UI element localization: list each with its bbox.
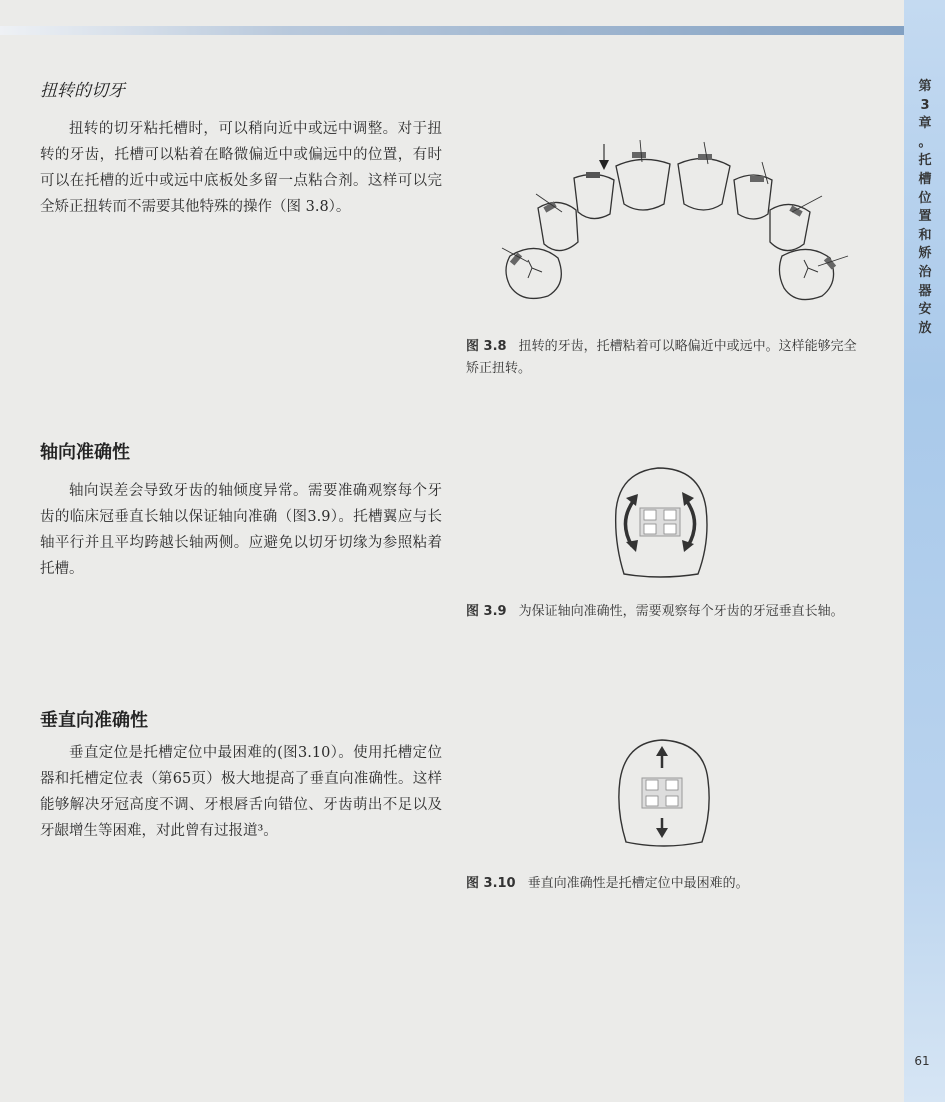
page-number: 61 xyxy=(914,1054,930,1068)
chapter-title: 第 3 章 。 托 槽 位 置 和 矫 治 器 安 放 xyxy=(918,79,932,336)
section-heading-vertical-accuracy: 垂直向准确性 xyxy=(40,710,148,731)
figure-3-9-caption: 图 3.9 为保证轴向准确性，需要观察每个牙齿的牙冠垂直长轴。 xyxy=(466,604,844,619)
figure-3-10-tooth-vertical xyxy=(608,736,718,854)
section-body-vertical-accuracy: 垂直定位是托槽定位中最困难的(图3.10）。使用托槽定位器和托槽定位表（第65页）极大地提高了垂直向准确性。这样能够解决牙冠高度不调、牙根唇舌向错位、牙齿萌出不足以及牙龈增生等困难，对此曾有过报道³。 xyxy=(40,745,442,839)
header-rule xyxy=(0,26,945,35)
figure-3-9-tooth-axis xyxy=(600,462,720,582)
section-heading-axial-accuracy: 轴向准确性 xyxy=(40,442,130,463)
figure-3-8-caption: 图 3.8 扭转的牙齿，托槽粘着可以略偏近中或远中。这样能够完全矫正扭转。 xyxy=(466,339,857,376)
section-body-axial-accuracy: 轴向误差会导致牙齿的轴倾度异常。需要准确观察每个牙齿的临床冠垂直长轴以保证轴向准确（图3.9）。托槽翼应与长轴平行并且平均跨越长轴两侧。应避免以切牙切缘为参照粘着托槽。 xyxy=(40,483,442,577)
figure-3-8-dental-arch xyxy=(492,132,862,312)
figure-3-10-caption: 图 3.10 垂直向准确性是托槽定位中最困难的。 xyxy=(466,876,749,891)
section-body-rotated-incisor: 扭转的切牙粘托槽时，可以稍向近中或远中调整。对于扭转的牙齿，托槽可以粘着在略微偏近中或偏远中的位置，有时可以在托槽的近中或远中底板处多留一点粘合剂。这样可以完全矫正扭转而不需要其他特殊的操作（图 3.8）。 xyxy=(40,121,442,215)
section-heading-rotated-incisor: 扭转的切牙 xyxy=(40,81,125,101)
